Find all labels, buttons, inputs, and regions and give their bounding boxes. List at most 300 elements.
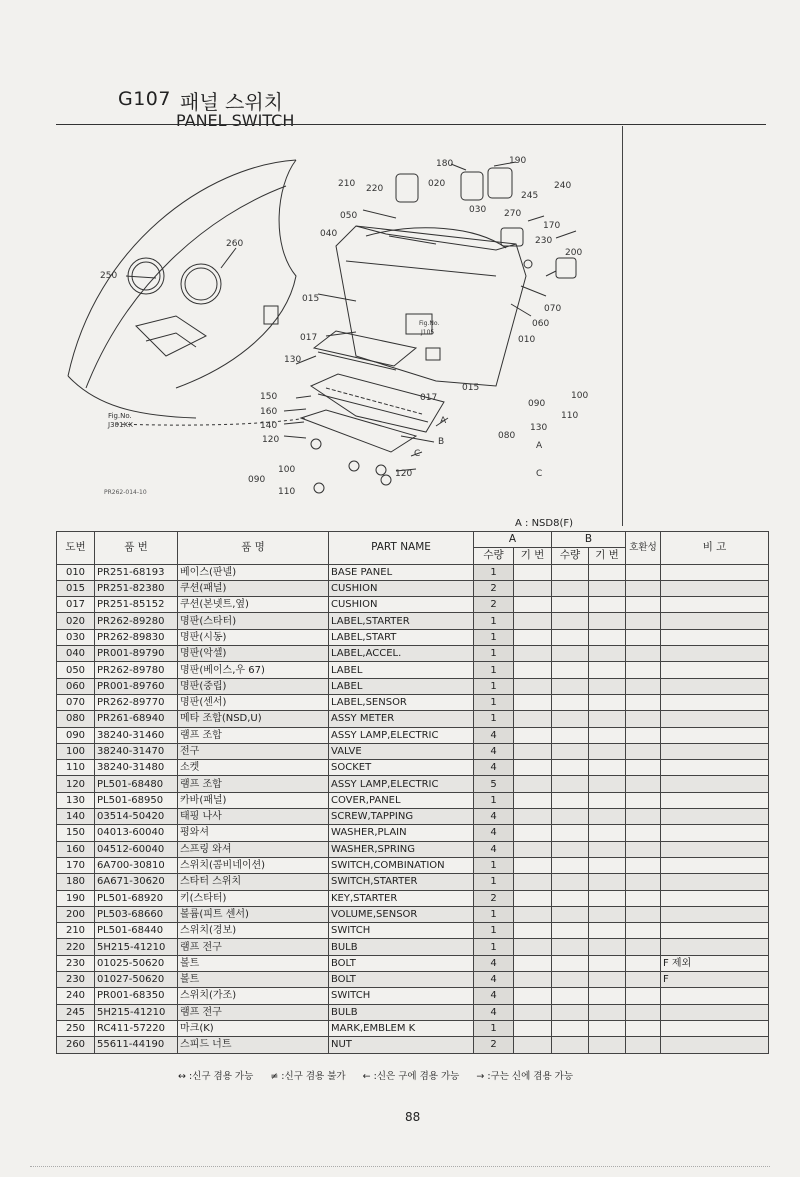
table-row — [57, 792, 769, 808]
table-row — [57, 890, 769, 906]
callout-130-top: 130 — [284, 355, 302, 365]
cell-remarks — [661, 678, 769, 694]
cell-a-qty: 1 — [474, 694, 514, 710]
cell-ref-no: 210 — [57, 923, 95, 939]
cell-a-base — [514, 825, 552, 841]
col-header-part-no: 품 번 — [95, 532, 178, 565]
cell-a-base — [514, 629, 552, 645]
cell-b-base — [589, 825, 626, 841]
cell-b-base — [589, 678, 626, 694]
cell-a-qty: 5 — [474, 776, 514, 792]
cell-ref-no: 140 — [57, 809, 95, 825]
cell-b-base — [589, 662, 626, 678]
cell-name-korean: 램프 조합 — [178, 727, 329, 743]
cell-interchange — [626, 662, 661, 678]
cell-part-number: PL503-68660 — [95, 906, 178, 922]
cell-a-qty: 2 — [474, 580, 514, 596]
cell-part-number: 6A700-30810 — [95, 857, 178, 873]
cell-b-qty — [552, 874, 589, 890]
cell-part-name: LABEL,STARTER — [329, 613, 474, 629]
cell-part-number: 04512-60040 — [95, 841, 178, 857]
cell-b-base — [589, 580, 626, 596]
page-bottom-edge — [30, 1166, 770, 1167]
table-row — [57, 1004, 769, 1020]
cell-name-korean: 메타 조합(NSD,U) — [178, 711, 329, 727]
cell-ref-no: 015 — [57, 580, 95, 596]
table-row — [57, 825, 769, 841]
cell-interchange — [626, 1004, 661, 1020]
callout-270: 270 — [504, 209, 522, 219]
cell-part-number: PR251-85152 — [95, 597, 178, 613]
table-row — [57, 906, 769, 922]
cell-a-qty: 1 — [474, 564, 514, 580]
col-header-part-name: PART NAME — [329, 532, 474, 565]
interchange-legend — [178, 1068, 587, 1082]
legend-new-for-old: ← :신은 구에 겸용 가능 — [362, 1071, 460, 1082]
cell-interchange — [626, 743, 661, 759]
cell-part-number: 55611-44190 — [95, 1037, 178, 1053]
cell-remarks: F 제외 — [661, 955, 769, 971]
cell-a-base — [514, 694, 552, 710]
callout-245: 245 — [521, 191, 539, 201]
cell-part-name: SWITCH — [329, 988, 474, 1004]
cell-a-qty: 4 — [474, 727, 514, 743]
table-row — [57, 711, 769, 727]
callout-017: 017 — [300, 333, 318, 343]
cell-a-base — [514, 613, 552, 629]
cell-b-qty — [552, 890, 589, 906]
cell-ref-no: 245 — [57, 1004, 95, 1020]
callout-017-lower: 017 — [420, 393, 438, 403]
cell-part-number: RC411-57220 — [95, 1020, 178, 1036]
cell-a-base — [514, 988, 552, 1004]
cell-remarks — [661, 646, 769, 662]
callout-190: 190 — [509, 156, 527, 166]
cell-part-number: PR251-68193 — [95, 564, 178, 580]
callout-060: 060 — [532, 319, 550, 329]
cell-a-base — [514, 857, 552, 873]
cell-name-korean: 볼트 — [178, 972, 329, 988]
cell-b-qty — [552, 1037, 589, 1053]
cell-a-qty: 2 — [474, 890, 514, 906]
cell-a-qty: 1 — [474, 923, 514, 939]
table-row — [57, 988, 769, 1004]
cell-a-qty: 1 — [474, 1020, 514, 1036]
cell-interchange — [626, 955, 661, 971]
cell-b-base — [589, 646, 626, 662]
cell-a-qty: 4 — [474, 809, 514, 825]
cell-part-number: 03514-50420 — [95, 809, 178, 825]
callout-015: 015 — [302, 294, 320, 304]
cell-a-base — [514, 874, 552, 890]
cell-name-korean: 카바(패널) — [178, 792, 329, 808]
cell-interchange — [626, 564, 661, 580]
cell-part-name: VOLUME,SENSOR — [329, 906, 474, 922]
table-row — [57, 646, 769, 662]
cell-part-number: PL501-68920 — [95, 890, 178, 906]
callout-090: 090 — [248, 475, 266, 485]
callout-090-right: 090 — [528, 399, 546, 409]
cell-b-qty — [552, 792, 589, 808]
cell-part-number: PR262-89770 — [95, 694, 178, 710]
cell-remarks — [661, 580, 769, 596]
cell-interchange — [626, 613, 661, 629]
cell-remarks — [661, 662, 769, 678]
nsd-note: A : NSD8(F) — [515, 518, 574, 529]
cell-b-base — [589, 988, 626, 1004]
cell-ref-no: 030 — [57, 629, 95, 645]
cell-remarks — [661, 923, 769, 939]
cell-a-qty: 1 — [474, 906, 514, 922]
cell-a-base — [514, 776, 552, 792]
cell-part-name: KEY,STARTER — [329, 890, 474, 906]
cell-part-name: BOLT — [329, 972, 474, 988]
cell-part-name: SOCKET — [329, 760, 474, 776]
cell-name-korean: 전구 — [178, 743, 329, 759]
callout-220: 220 — [366, 184, 384, 194]
col-header-remarks: 비 고 — [661, 532, 769, 565]
cell-interchange — [626, 972, 661, 988]
cell-ref-no: 110 — [57, 760, 95, 776]
cell-a-base — [514, 841, 552, 857]
cell-part-name: WASHER,SPRING — [329, 841, 474, 857]
col-header-b-base: 기 번 — [589, 548, 626, 564]
cell-b-qty — [552, 613, 589, 629]
cell-interchange — [626, 857, 661, 873]
cell-remarks: F — [661, 972, 769, 988]
cell-part-name: LABEL,START — [329, 629, 474, 645]
cell-name-korean: 명판(베이스,우 67) — [178, 662, 329, 678]
cell-interchange — [626, 727, 661, 743]
cell-part-number: 01025-50620 — [95, 955, 178, 971]
cell-b-base — [589, 857, 626, 873]
cell-name-korean: 평와셔 — [178, 825, 329, 841]
cell-a-base — [514, 743, 552, 759]
col-header-a-base: 기 번 — [514, 548, 552, 564]
table-row — [57, 955, 769, 971]
cell-a-qty: 1 — [474, 613, 514, 629]
cell-b-base — [589, 776, 626, 792]
cell-b-qty — [552, 662, 589, 678]
cell-name-korean: 램프 전구 — [178, 939, 329, 955]
cell-remarks — [661, 711, 769, 727]
table-row — [57, 727, 769, 743]
cell-part-name: LABEL,SENSOR — [329, 694, 474, 710]
cell-interchange — [626, 825, 661, 841]
cell-a-base — [514, 760, 552, 776]
cell-ref-no: 190 — [57, 890, 95, 906]
cell-ref-no: 010 — [57, 564, 95, 580]
cell-remarks — [661, 1020, 769, 1036]
cell-a-base — [514, 890, 552, 906]
cell-b-qty — [552, 711, 589, 727]
cell-b-qty — [552, 988, 589, 1004]
cell-b-base — [589, 955, 626, 971]
cell-interchange — [626, 629, 661, 645]
cell-b-qty — [552, 743, 589, 759]
table-row — [57, 939, 769, 955]
cell-a-qty: 1 — [474, 646, 514, 662]
col-header-name-kr: 품 명 — [178, 532, 329, 565]
cell-part-name: VALVE — [329, 743, 474, 759]
cell-part-name: BULB — [329, 1004, 474, 1020]
cell-a-qty: 1 — [474, 629, 514, 645]
cell-a-base — [514, 809, 552, 825]
callout-A: A — [440, 416, 447, 426]
cell-ref-no: 160 — [57, 841, 95, 857]
cell-a-base — [514, 923, 552, 939]
cell-b-qty — [552, 1020, 589, 1036]
callout-100: 100 — [278, 465, 296, 475]
cell-b-base — [589, 1037, 626, 1053]
cell-interchange — [626, 597, 661, 613]
callout-260: 260 — [226, 239, 244, 249]
cell-a-qty: 1 — [474, 678, 514, 694]
cell-b-base — [589, 1020, 626, 1036]
cell-a-base — [514, 727, 552, 743]
cell-b-qty — [552, 972, 589, 988]
cell-b-base — [589, 711, 626, 727]
cell-b-qty — [552, 629, 589, 645]
cell-a-qty: 1 — [474, 662, 514, 678]
cell-part-number: 5H215-41210 — [95, 939, 178, 955]
callout-A-right: A — [536, 441, 543, 451]
table-row — [57, 1020, 769, 1036]
cell-a-qty: 1 — [474, 857, 514, 873]
cell-interchange — [626, 646, 661, 662]
table-row — [57, 857, 769, 873]
diagram-divider — [622, 126, 623, 526]
cell-a-base — [514, 678, 552, 694]
callout-fig-j105: J105 — [421, 329, 435, 336]
cell-b-qty — [552, 597, 589, 613]
cell-b-base — [589, 809, 626, 825]
cell-remarks — [661, 629, 769, 645]
cell-b-qty — [552, 564, 589, 580]
section-code: G107 — [118, 88, 171, 110]
cell-b-qty — [552, 939, 589, 955]
cell-part-number: 04013-60040 — [95, 825, 178, 841]
cell-part-name: LABEL — [329, 662, 474, 678]
cell-a-qty: 1 — [474, 939, 514, 955]
cell-ref-no: 250 — [57, 1020, 95, 1036]
callout-240: 240 — [554, 181, 572, 191]
callout-140: 140 — [260, 421, 278, 431]
cell-b-qty — [552, 694, 589, 710]
cell-remarks — [661, 809, 769, 825]
cell-part-name: ASSY LAMP,ELECTRIC — [329, 727, 474, 743]
cell-ref-no: 050 — [57, 662, 95, 678]
callout-020: 020 — [428, 179, 446, 189]
cell-b-base — [589, 939, 626, 955]
col-header-b-qty: 수량 — [552, 548, 589, 564]
section-title-english: PANEL SWITCH — [176, 111, 295, 130]
cell-part-name: ASSY METER — [329, 711, 474, 727]
cell-b-qty — [552, 906, 589, 922]
cell-part-number: 38240-31470 — [95, 743, 178, 759]
cell-ref-no: 230 — [57, 955, 95, 971]
cell-ref-no: 040 — [57, 646, 95, 662]
table-row — [57, 809, 769, 825]
table-row — [57, 580, 769, 596]
cell-name-korean: 볼트 — [178, 955, 329, 971]
cell-part-name: LABEL — [329, 678, 474, 694]
cell-interchange — [626, 580, 661, 596]
cell-remarks — [661, 613, 769, 629]
cell-b-base — [589, 890, 626, 906]
callout-fig-no-j105-label: Fig.No. — [419, 320, 440, 327]
callout-170: 170 — [543, 221, 561, 231]
callout-010: 010 — [518, 335, 536, 345]
table-row — [57, 613, 769, 629]
table-row — [57, 841, 769, 857]
cell-name-korean: 스위치(콤비네이션) — [178, 857, 329, 873]
legend-incompatible: ≠ :신구 겸용 불가 — [270, 1071, 346, 1082]
cell-b-base — [589, 841, 626, 857]
cell-part-name: SCREW,TAPPING — [329, 809, 474, 825]
cell-interchange — [626, 792, 661, 808]
cell-ref-no: 017 — [57, 597, 95, 613]
cell-name-korean: 볼륨(피트 센서) — [178, 906, 329, 922]
table-row — [57, 874, 769, 890]
callout-200: 200 — [565, 248, 583, 258]
parts-table — [56, 531, 769, 1054]
col-header-group-a: A — [474, 532, 552, 548]
cell-part-number: PL501-68480 — [95, 776, 178, 792]
cell-remarks — [661, 857, 769, 873]
cell-interchange — [626, 939, 661, 955]
cell-b-qty — [552, 760, 589, 776]
cell-b-base — [589, 906, 626, 922]
cell-interchange — [626, 809, 661, 825]
cell-part-name: BASE PANEL — [329, 564, 474, 580]
cell-a-qty: 4 — [474, 743, 514, 759]
cell-part-number: PR001-89790 — [95, 646, 178, 662]
callout-fig-j301xx: J301XX — [108, 421, 134, 429]
cell-part-name: SWITCH,STARTER — [329, 874, 474, 890]
cell-ref-no: 150 — [57, 825, 95, 841]
cell-a-base — [514, 792, 552, 808]
cell-remarks — [661, 694, 769, 710]
cell-interchange — [626, 890, 661, 906]
cell-name-korean: 램프 조합 — [178, 776, 329, 792]
cell-part-number: PL501-68950 — [95, 792, 178, 808]
cell-a-qty: 1 — [474, 792, 514, 808]
cell-part-name: ASSY LAMP,ELECTRIC — [329, 776, 474, 792]
cell-part-number: PR262-89780 — [95, 662, 178, 678]
cell-a-base — [514, 646, 552, 662]
table-row — [57, 1037, 769, 1053]
cell-part-number: PR262-89280 — [95, 613, 178, 629]
cell-remarks — [661, 760, 769, 776]
cell-b-base — [589, 923, 626, 939]
cell-name-korean: 베이스(판넬) — [178, 564, 329, 580]
cell-b-qty — [552, 841, 589, 857]
cell-a-qty: 4 — [474, 1004, 514, 1020]
cell-a-base — [514, 939, 552, 955]
cell-name-korean: 키(스타터) — [178, 890, 329, 906]
cell-a-base — [514, 972, 552, 988]
legend-compatible: ↔ :신구 겸용 가능 — [178, 1071, 254, 1082]
cell-part-number: 38240-31480 — [95, 760, 178, 776]
cell-a-base — [514, 597, 552, 613]
section-title-korean: 패널 스위치 — [180, 90, 283, 114]
cell-ref-no: 130 — [57, 792, 95, 808]
cell-a-qty: 4 — [474, 972, 514, 988]
cell-part-name: BULB — [329, 939, 474, 955]
callout-015-lower: 015 — [462, 383, 480, 393]
table-row — [57, 972, 769, 988]
cell-b-qty — [552, 809, 589, 825]
cell-remarks — [661, 792, 769, 808]
cell-name-korean: 스타터 스위치 — [178, 874, 329, 890]
cell-part-name: BOLT — [329, 955, 474, 971]
cell-part-name: CUSHION — [329, 597, 474, 613]
cell-part-number: 01027-50620 — [95, 972, 178, 988]
callout-B: B — [438, 437, 445, 447]
cell-b-qty — [552, 580, 589, 596]
cell-ref-no: 220 — [57, 939, 95, 955]
cell-ref-no: 230 — [57, 972, 95, 988]
cell-remarks — [661, 564, 769, 580]
col-header-interchange: 호환성 — [626, 532, 661, 565]
cell-part-name: COVER,PANEL — [329, 792, 474, 808]
cell-part-number: PR261-68940 — [95, 711, 178, 727]
cell-interchange — [626, 923, 661, 939]
cell-a-qty: 4 — [474, 825, 514, 841]
cell-remarks — [661, 727, 769, 743]
cell-ref-no: 260 — [57, 1037, 95, 1053]
table-row — [57, 564, 769, 580]
cell-ref-no: 080 — [57, 711, 95, 727]
cell-part-number: PR001-68350 — [95, 988, 178, 1004]
cell-remarks — [661, 906, 769, 922]
cell-b-qty — [552, 1004, 589, 1020]
callout-110: 110 — [278, 487, 296, 497]
cell-name-korean: 명판(스타터) — [178, 613, 329, 629]
cell-part-number: 5H215-41210 — [95, 1004, 178, 1020]
cell-b-base — [589, 597, 626, 613]
cell-remarks — [661, 939, 769, 955]
cell-interchange — [626, 874, 661, 890]
table-row — [57, 923, 769, 939]
callout-120-lower: 120 — [395, 469, 413, 479]
table-row — [57, 597, 769, 613]
table-row — [57, 694, 769, 710]
cell-b-base — [589, 629, 626, 645]
diagram-ref-code: PR262-014-10 — [104, 489, 147, 496]
cell-ref-no: 180 — [57, 874, 95, 890]
cell-remarks — [661, 874, 769, 890]
cell-name-korean: 소켓 — [178, 760, 329, 776]
legend-old-for-new: → :구는 신에 겸용 가능 — [476, 1071, 573, 1082]
callout-210: 210 — [338, 179, 356, 189]
callout-230: 230 — [535, 236, 553, 246]
col-header-a-qty: 수량 — [474, 548, 514, 564]
cell-remarks — [661, 1037, 769, 1053]
cell-part-number: PR262-89830 — [95, 629, 178, 645]
cell-a-base — [514, 1037, 552, 1053]
callout-180: 180 — [436, 159, 454, 169]
cell-b-qty — [552, 857, 589, 873]
cell-part-number: PR251-82380 — [95, 580, 178, 596]
cell-b-qty — [552, 923, 589, 939]
table-row — [57, 678, 769, 694]
cell-interchange — [626, 760, 661, 776]
cell-b-base — [589, 613, 626, 629]
callout-120: 120 — [262, 435, 280, 445]
cell-b-base — [589, 972, 626, 988]
